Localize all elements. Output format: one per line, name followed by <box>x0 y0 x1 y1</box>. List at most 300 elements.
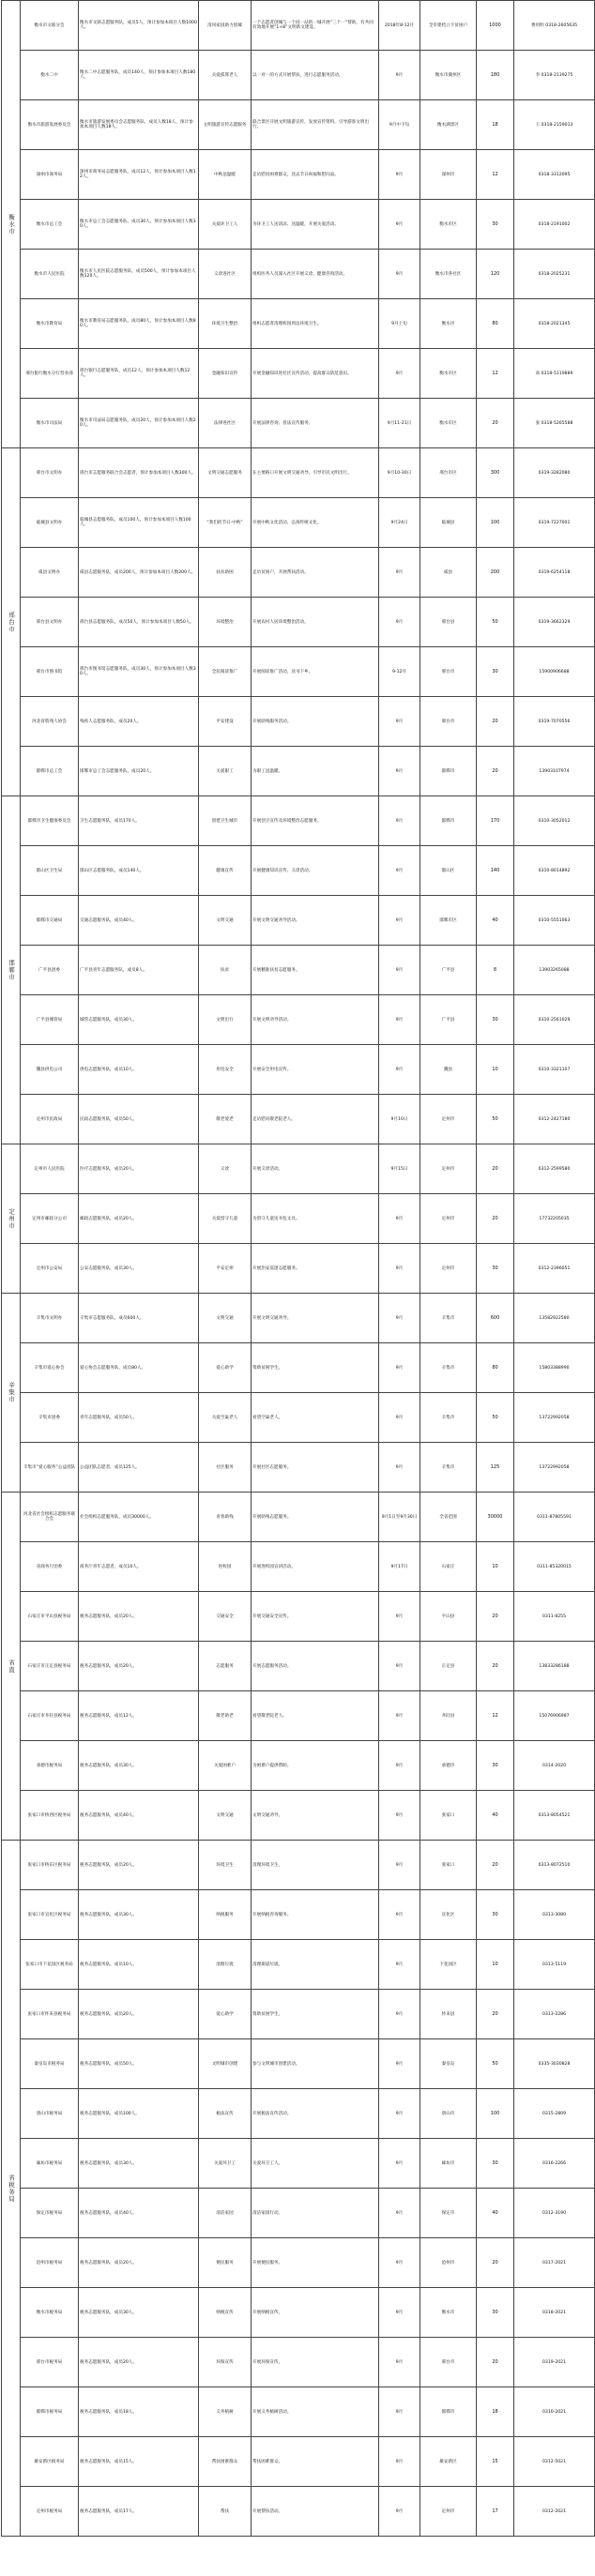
project-cell: “我们的节日·中秋” <box>199 498 252 548</box>
place-cell: 定州市 <box>420 1095 477 1144</box>
project-cell: 敬老助老 <box>199 1691 252 1741</box>
num-cell: 20 <box>477 1990 514 2039</box>
content-cell: 开展文明劝导活动。 <box>252 995 379 1045</box>
num-cell: 30 <box>477 1890 514 1940</box>
project-cell: 文明交通 <box>199 1791 252 1841</box>
num-cell: 40 <box>477 1791 514 1841</box>
content-cell: 为环卫工人送清凉、送温暖，开展关爱活动。 <box>252 200 379 250</box>
team-cell: 商务厅青年志愿者，成员10人。 <box>79 1542 199 1592</box>
place-cell: 衡水市 <box>420 299 477 349</box>
unit-cell: 辛集市团委 <box>21 1393 79 1443</box>
num-cell: 8 <box>477 946 514 995</box>
contact-cell: 13903265088 <box>514 946 595 995</box>
time-cell: 9月 <box>379 747 420 796</box>
place-cell: 定州市 <box>420 1144 477 1194</box>
table-row <box>2 1990 595 2039</box>
contact-cell: 0313-8072510 <box>514 1841 595 1890</box>
time-cell: 9月 <box>379 349 420 399</box>
content-cell: 开展交通安全宣传。 <box>252 1592 379 1642</box>
table-row <box>2 1 595 51</box>
num-cell: 30 <box>477 1741 514 1791</box>
place-cell: 衡水市各社区 <box>420 250 477 299</box>
table-row <box>2 1144 595 1194</box>
contact-cell: 15803388990 <box>514 1343 595 1393</box>
place-cell: 邢台市 <box>420 697 477 747</box>
place-cell: 辛集市 <box>420 1443 477 1493</box>
unit-cell: 张家口市桥东区税务局 <box>21 1841 79 1890</box>
table-row <box>2 1841 595 1890</box>
num-cell: 30 <box>477 995 514 1045</box>
table-row <box>2 1343 595 1393</box>
content-cell: 文明交通劝导。 <box>252 1791 379 1841</box>
num-cell: 12 <box>477 1691 514 1741</box>
project-cell: 清洁家园 <box>199 2189 252 2238</box>
time-cell: 9月 <box>379 995 420 1045</box>
content-cell: 为困难户提供帮助。 <box>252 1741 379 1791</box>
num-cell: 125 <box>477 1443 514 1493</box>
unit-cell: 邢台银行衡水分行营业部 <box>21 349 79 399</box>
unit-cell: 邢台县文明办 <box>21 598 79 647</box>
table-row <box>2 200 595 250</box>
region-cell: 定州市 <box>2 1144 21 1294</box>
unit-cell: 邯郸市交通局 <box>21 896 79 946</box>
num-cell: 20 <box>477 1592 514 1642</box>
place-cell: 衡水市区 <box>420 200 477 250</box>
content-cell: 开展助残志愿服务。 <box>252 1493 379 1542</box>
content-cell: 清洁家园行动。 <box>252 2189 379 2238</box>
table-row <box>2 250 595 299</box>
contact-cell: 0318-2191002 <box>514 200 595 250</box>
num-cell: 300 <box>477 448 514 498</box>
content-cell: 开展进校园宣讲活动。 <box>252 1542 379 1592</box>
table-row <box>2 1244 595 1294</box>
team-cell: 邢台市图书馆志愿服务队，成员30人，预计参加本项目人数30人。 <box>79 647 199 697</box>
team-cell: 衡水市旅游发展委员会志愿服务队，成员人数18人，预计参加本项目人数18人。 <box>79 100 199 150</box>
unit-cell: 辛集市爱心协会 <box>21 1343 79 1393</box>
unit-cell: 定州市民政局 <box>21 1095 79 1144</box>
num-cell: 40 <box>477 2189 514 2238</box>
content-cell: 开展健康知识宣传、义诊活动。 <box>252 846 379 896</box>
team-cell: 衡水市人民医院志愿服务队，成员500人，预计参加本项目人数120人。 <box>79 250 199 299</box>
table-row <box>2 399 595 448</box>
region-cell: 省税务局 <box>2 1841 21 2537</box>
content-cell: 以一对一的方式开展帮扶，进行志愿服务活动。 <box>252 51 379 100</box>
time-cell: 9月 <box>379 51 420 100</box>
team-cell: 衡水市总工会志愿服务队，成员30人，预计参加本项目人数30人。 <box>79 200 199 250</box>
project-cell: 进校园 <box>199 1542 252 1592</box>
table-row <box>2 796 595 846</box>
time-cell: 9月10-30日 <box>379 448 420 498</box>
team-cell: 交通志愿服务队，成员40人。 <box>79 896 199 946</box>
project-cell: 金融知识宣传 <box>199 349 252 399</box>
place-cell: 邢台市 <box>420 2338 477 2387</box>
num-cell: 30 <box>477 2288 514 2338</box>
contact-cell: 0313-2286 <box>514 1990 595 2039</box>
unit-cell: 衡水二中 <box>21 51 79 100</box>
project-cell: 用电安全 <box>199 1045 252 1095</box>
contact-cell: 0310-2021 <box>514 2387 595 2437</box>
team-cell: 邢台县志愿服务队，成员50人，预计参加本项目人数50人。 <box>79 598 199 647</box>
num-cell: 17 <box>477 2487 514 2537</box>
place-cell: 辛集市 <box>420 1294 477 1343</box>
num-cell: 170 <box>477 796 514 846</box>
unit-cell: 临城县文明办 <box>21 498 79 548</box>
table-row <box>2 1393 595 1443</box>
team-cell: 税务志愿服务队，成员20人。 <box>79 1990 199 2039</box>
region-cell: 省直 <box>2 1493 21 1841</box>
time-cell: 9月 <box>379 1990 420 2039</box>
table-row <box>2 2039 595 2089</box>
contact-cell: 0317-2021 <box>514 2238 595 2288</box>
unit-cell: 定州市税务局 <box>21 2487 79 2537</box>
table-row <box>2 946 595 995</box>
table-row <box>2 1095 595 1144</box>
time-cell: 9月11-21日 <box>379 399 420 448</box>
table-row <box>2 498 595 548</box>
time-cell: 9月 <box>379 2487 420 2537</box>
team-cell: 税务志愿服务队，成员20人。 <box>79 1642 199 1691</box>
team-cell: 邢台市志愿服务联合会志愿者，预计参加本项目人数300人。 <box>79 448 199 498</box>
table-row <box>2 1493 595 1542</box>
place-cell: 深州市 <box>420 150 477 200</box>
table-row <box>2 1741 595 1791</box>
place-cell: 辛集市 <box>420 1343 477 1393</box>
content-cell: 资助贫困学生。 <box>252 1343 379 1393</box>
team-cell: 残疾人志愿服务队，成员20人。 <box>79 697 199 747</box>
contact-cell: 0312-2599580 <box>514 1144 595 1194</box>
project-cell: 文明交通志愿服务 <box>199 448 252 498</box>
place-cell: 平山县 <box>420 1592 477 1642</box>
region-cell: 邢台市 <box>2 448 21 796</box>
team-cell: 税务志愿服务队，成员30人。 <box>79 2139 199 2189</box>
place-cell: 衡水市区 <box>420 399 477 448</box>
team-cell: 税务志愿服务队，成员30人。 <box>79 1741 199 1791</box>
contact-cell: 0310-3321107 <box>514 1045 595 1095</box>
contact-cell: 费用明 0318-2605635 <box>514 1 595 51</box>
unit-cell: 邢台市税务局 <box>21 2338 79 2387</box>
table-row <box>2 896 595 946</box>
num-cell: 100 <box>477 2089 514 2139</box>
team-cell: 公益团队志愿者，成员125人。 <box>79 1443 199 1493</box>
unit-cell: 河北省社会组织志愿服务联合会 <box>21 1493 79 1542</box>
table-row <box>2 846 595 896</box>
table-row <box>2 448 595 498</box>
unit-cell: 衡水市总工会 <box>21 200 79 250</box>
content-cell: 开展帮扶活动。 <box>252 2487 379 2537</box>
place-cell: 保定市 <box>420 2189 477 2238</box>
place-cell: 沧州市 <box>420 2238 477 2288</box>
time-cell: 9月 <box>379 697 420 747</box>
content-cell: 开展治安巡逻志愿服务。 <box>252 1244 379 1294</box>
project-cell: 社区服务 <box>199 1443 252 1493</box>
project-cell: 便民服务 <box>199 2238 252 2288</box>
time-cell: 9月 <box>379 1642 420 1691</box>
place-cell: 邢台市 <box>420 647 477 697</box>
contact-cell: 李 0318-2139275 <box>514 51 595 100</box>
place-cell: 衡水市 <box>420 2288 477 2338</box>
project-cell: 清风家园助力创城 <box>199 1 252 51</box>
table-row <box>2 150 595 200</box>
num-cell: 12 <box>477 349 514 399</box>
num-cell: 140 <box>477 846 514 896</box>
contact-cell: 0311-85320015 <box>514 1542 595 1592</box>
time-cell: 9月 <box>379 2039 420 2089</box>
time-cell: 9月 <box>379 1294 420 1343</box>
contact-cell: 0319-7227001 <box>514 498 595 548</box>
content-cell: 开展社区志愿服务。 <box>252 1443 379 1493</box>
project-cell: 帮扶困难群众 <box>199 2437 252 2487</box>
content-cell: 开展金融知识进社区宣传活动，提高群众防范意识。 <box>252 349 379 399</box>
time-cell: 9月 <box>379 2238 420 2288</box>
content-cell: 开展义诊活动。 <box>252 1144 379 1194</box>
region-cell: 辛集市 <box>2 1294 21 1493</box>
content-cell: 参与文明城市创建活动。 <box>252 2039 379 2089</box>
content-cell: 走访贫困户，开展帮扶活动。 <box>252 548 379 598</box>
content-cell: 开展精准扶贫志愿服务。 <box>252 946 379 995</box>
contact-cell: 0316-2266 <box>514 2139 595 2189</box>
time-cell: 9月 <box>379 1890 420 1940</box>
time-cell: 9月 <box>379 1194 420 1244</box>
time-cell: 9月 <box>379 200 420 250</box>
project-cell: 环保宣传 <box>199 2338 252 2387</box>
project-cell: 税法宣传 <box>199 2089 252 2139</box>
place-cell: 下花园区 <box>420 1940 477 1990</box>
team-cell: 供电志愿服务队，成员10人。 <box>79 1045 199 1095</box>
contact-cell: 0319-7070556 <box>514 697 595 747</box>
unit-cell: 张家口市桥西区税务局 <box>21 1791 79 1841</box>
team-cell: 社会组织志愿服务队，成员30000人。 <box>79 1493 199 1542</box>
num-cell: 30 <box>477 200 514 250</box>
unit-cell: 邯郸市税务局 <box>21 2387 79 2437</box>
table-row <box>2 647 595 697</box>
unit-cell: 衡水市税务局 <box>21 2288 79 2338</box>
num-cell: 80 <box>477 1343 514 1393</box>
region-cell: 邯郸市 <box>2 796 21 1144</box>
content-cell: 看望敬老院老人。 <box>252 1691 379 1741</box>
place-cell: 承德市 <box>420 1741 477 1791</box>
team-cell: 邯山区志愿服务队，成员140人。 <box>79 846 199 896</box>
contact-cell: 高 0318-5119889 <box>514 349 595 399</box>
team-cell: 税务志愿服务队，成员15人。 <box>79 2437 199 2487</box>
unit-cell: 石家庄市井陉县税务局 <box>21 1691 79 1741</box>
contact-cell: 17732205035 <box>514 1194 595 1244</box>
contact-cell: 0312-2021 <box>514 2487 595 2537</box>
place-cell: 威县 <box>420 548 477 598</box>
time-cell: 9月 <box>379 1791 420 1841</box>
time-cell: 9月 <box>379 896 420 946</box>
contact-cell: 0312-2396051 <box>514 1244 595 1294</box>
team-cell: 深州市商务局志愿服务队，成员12人，预计参加本项目人数12人。 <box>79 150 199 200</box>
num-cell: 20 <box>477 1642 514 1691</box>
project-cell: 环境整治 <box>199 598 252 647</box>
project-cell: 关爱困难户 <box>199 1741 252 1791</box>
num-cell: 20 <box>477 2238 514 2288</box>
unit-cell: 张家口市宣化区税务局 <box>21 1890 79 1940</box>
team-cell: 税务志愿服务队，成员20人。 <box>79 1592 199 1642</box>
table-row <box>2 1542 595 1592</box>
contact-cell: 0310-3052012 <box>514 796 595 846</box>
team-cell: 城管志愿服务队，成员30人。 <box>79 995 199 1045</box>
num-cell: 20 <box>477 747 514 796</box>
project-cell: 关爱职工 <box>199 747 252 796</box>
table-row <box>2 747 595 796</box>
content-cell: 在主要路口开展文明交通劝导，引导市民文明出行。 <box>252 448 379 498</box>
place-cell: 临城县 <box>420 498 477 548</box>
team-cell: 衡水市文联志愿服务队，成员5人，预计参加本项目人数1000人。 <box>79 1 199 51</box>
team-cell: 税务志愿服务队，成员50人。 <box>79 2039 199 2089</box>
table-row <box>2 598 595 647</box>
contact-cell: 王 0318-2159013 <box>514 100 595 150</box>
time-cell: 9月 <box>379 1393 420 1443</box>
num-cell: 20 <box>477 1194 514 1244</box>
project-cell: 法律进社区 <box>199 399 252 448</box>
content-cell: 开展文明交通劝导。 <box>252 1294 379 1343</box>
project-cell: 青春助残 <box>199 1493 252 1542</box>
time-cell: 9月 <box>379 1244 420 1294</box>
team-cell: 税务志愿服务队，成员12人。 <box>79 1691 199 1741</box>
table-row <box>2 349 595 399</box>
contact-cell: 0311-87805591 <box>514 1493 595 1542</box>
num-cell: 20 <box>477 697 514 747</box>
contact-cell: 0318-2021 <box>514 2288 595 2338</box>
table-row <box>2 1791 595 1841</box>
place-cell: 衡水湖景区 <box>420 100 477 150</box>
project-cell: 纳税服务 <box>199 1890 252 1940</box>
team-cell: 广平县青年志愿服务队，成员8人。 <box>79 946 199 995</box>
table-row <box>2 1194 595 1244</box>
table-row <box>2 1592 595 1642</box>
unit-cell: 廊坊市税务局 <box>21 2139 79 2189</box>
table-row <box>2 548 595 598</box>
content-cell: 开展法律咨询、普法宣传服务。 <box>252 399 379 448</box>
unit-cell: 石家庄市平山县税务局 <box>21 1592 79 1642</box>
contact-cell: 0310-8014892 <box>514 846 595 896</box>
place-cell: 正定县 <box>420 1642 477 1691</box>
unit-cell: 定州市人民医院 <box>21 1144 79 1194</box>
project-cell: 全民阅读推广 <box>199 647 252 697</box>
content-cell: 清理环境卫生。 <box>252 1841 379 1890</box>
time-cell: 9月 <box>379 1592 420 1642</box>
unit-cell: 邯郸市卫生健康委员会 <box>21 796 79 846</box>
project-cell: 义务植树 <box>199 2387 252 2437</box>
content-cell: 开展纳税宣传。 <box>252 2288 379 2338</box>
unit-cell: 石家庄市正定县税务局 <box>21 1642 79 1691</box>
unit-cell: 衡水市司法局 <box>21 399 79 448</box>
num-cell: 80 <box>477 299 514 349</box>
contact-cell: 0312-5021 <box>514 2437 595 2487</box>
project-cell: 纳税宣传 <box>199 2288 252 2338</box>
table-row <box>2 100 595 150</box>
project-cell: 文明交通 <box>199 1294 252 1343</box>
team-cell: 衡水市教育局志愿服务队，成员80人，预计参加本项目人数80人。 <box>79 299 199 349</box>
time-cell: 9月 <box>379 1841 420 1890</box>
project-cell: 中秋送温暖 <box>199 150 252 200</box>
time-cell: 9月 <box>379 1741 420 1791</box>
content-cell: 看望空巢老人。 <box>252 1393 379 1443</box>
table-row <box>2 2089 595 2139</box>
project-cell: 文明交通 <box>199 896 252 946</box>
time-cell: 9月10日 <box>379 1095 420 1144</box>
team-cell: 爱心协会志愿服务队，成员80人。 <box>79 1343 199 1393</box>
content-cell: 开展环保宣传。 <box>252 2338 379 2387</box>
contact-cell: 15900906688 <box>514 647 595 697</box>
contact-cell: 0312-2427180 <box>514 1095 595 1144</box>
team-cell: 税务志愿服务队，成员20人。 <box>79 1841 199 1890</box>
content-cell: 组织志愿者清理校园周边环境卫生。 <box>252 299 379 349</box>
contact-cell: 0319-2021 <box>514 2338 595 2387</box>
team-cell: 税务志愿服务队，成员30人。 <box>79 1890 199 1940</box>
project-cell: 文明城市创建 <box>199 2039 252 2089</box>
content-cell: 走访慰问敬老院老人。 <box>252 1095 379 1144</box>
contact-cell: 0311-8255 <box>514 1592 595 1642</box>
team-cell: 税务志愿服务队，成员40人。 <box>79 1791 199 1841</box>
place-cell: 定州市 <box>420 1244 477 1294</box>
time-cell: 9月1日至9月30日 <box>379 1493 420 1542</box>
num-cell: 20 <box>477 1841 514 1890</box>
project-cell: 关爱空巢老人 <box>199 1393 252 1443</box>
place-cell: 邯郸市区 <box>420 896 477 946</box>
num-cell: 30000 <box>477 1493 514 1542</box>
project-cell: 扶贫助困 <box>199 548 252 598</box>
project-cell: 关爱留守儿童 <box>199 1194 252 1244</box>
contact-cell: 0312-3190 <box>514 2189 595 2238</box>
unit-cell: 邢台市图书馆 <box>21 647 79 697</box>
unit-cell: 唐山市税务局 <box>21 2089 79 2139</box>
place-cell: 全省范围 <box>420 1493 477 1542</box>
place-cell: 张家口 <box>420 1791 477 1841</box>
time-cell: 9月 <box>379 1343 420 1393</box>
place-cell: 邢台县 <box>420 598 477 647</box>
num-cell: 20 <box>477 399 514 448</box>
contact-cell: 13903107974 <box>514 747 595 796</box>
place-cell: 秦皇岛 <box>420 2039 477 2089</box>
table-row <box>2 299 595 349</box>
project-cell: 义诊进社区 <box>199 250 252 299</box>
place-cell: 邯郸市 <box>420 2387 477 2437</box>
place-cell: 辛集市 <box>420 1393 477 1443</box>
time-cell: 9月 <box>379 2437 420 2487</box>
project-cell: 环境卫生整治 <box>199 299 252 349</box>
content-cell: 为职工送温暖。 <box>252 747 379 796</box>
content-cell: 开展便民服务。 <box>252 2238 379 2288</box>
unit-cell: 省商务厅团委 <box>21 1542 79 1592</box>
content-cell: 开展纳税咨询服务。 <box>252 1890 379 1940</box>
unit-cell: 深州市商务局 <box>21 150 79 200</box>
table-row <box>2 995 595 1045</box>
content-cell: 清理街道垃圾。 <box>252 1940 379 1990</box>
place-cell: 怀来县 <box>420 1990 477 2039</box>
num-cell: 50 <box>477 598 514 647</box>
table-row <box>2 2387 595 2437</box>
contact-cell: 0313-8054521 <box>514 1791 595 1841</box>
num-cell: 18 <box>477 100 514 150</box>
time-cell: 9月15日 <box>379 1144 420 1194</box>
unit-cell: 沧州市税务局 <box>21 2238 79 2288</box>
unit-cell: 衡水市人民医院 <box>21 250 79 299</box>
unit-cell: 定州市公安局 <box>21 1244 79 1294</box>
num-cell: 10 <box>477 1542 514 1592</box>
unit-cell: 邯山区卫生局 <box>21 846 79 896</box>
unit-cell: 定州市邮政分公司 <box>21 1194 79 1244</box>
contact-cell: 0319-3282080 <box>514 448 595 498</box>
project-cell: 关爱环卫工 <box>199 2139 252 2189</box>
num-cell: 10 <box>477 1045 514 1095</box>
time-cell: 9月 <box>379 2139 420 2189</box>
team-cell: 青年志愿服务队，成员50人。 <box>79 1393 199 1443</box>
content-cell: 开展义务植树活动。 <box>252 2387 379 2437</box>
project-cell: 关爱孤寡老人 <box>199 51 252 100</box>
contact-cell: 0310-2561029 <box>514 995 595 1045</box>
